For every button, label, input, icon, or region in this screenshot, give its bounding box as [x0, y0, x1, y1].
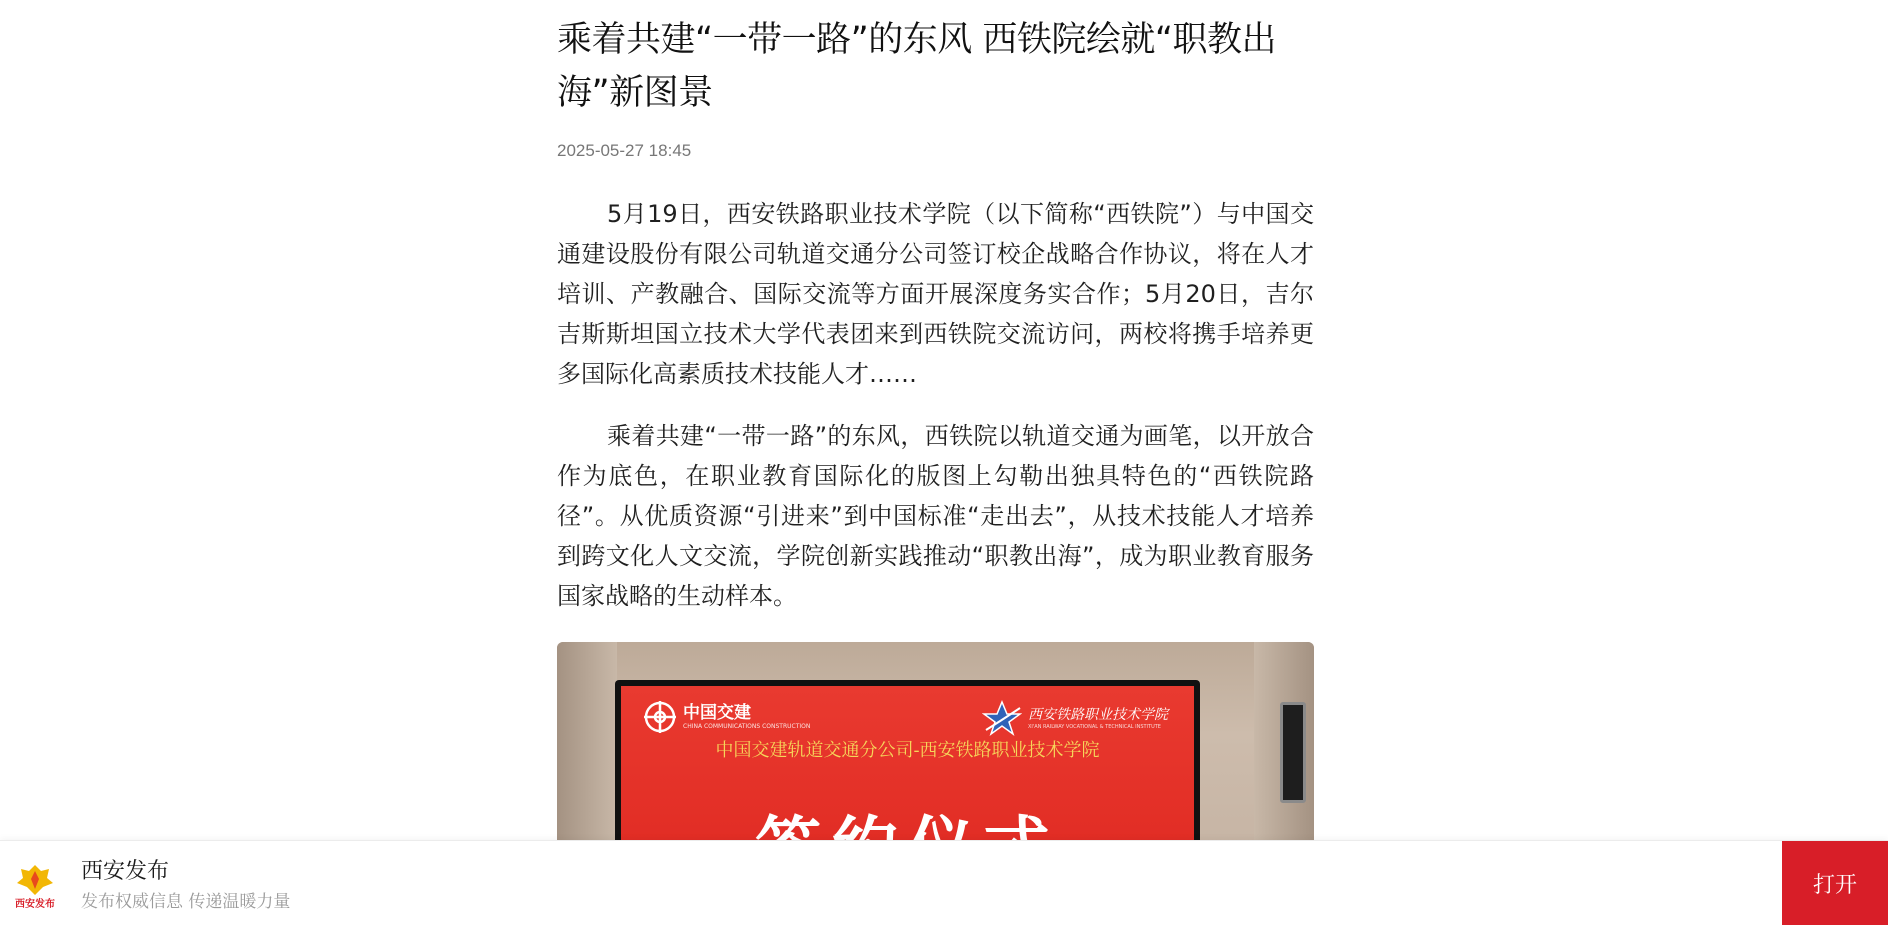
ccc-logo-sub: CHINA COMMUNICATIONS CONSTRUCTION: [683, 723, 811, 730]
app-slogan: 发布权威信息 传递温暖力量: [81, 892, 291, 912]
open-app-button[interactable]: 打开: [1782, 841, 1888, 925]
wall-device: [1280, 702, 1306, 803]
article-paragraph: 5月19日，西安铁路职业技术学院（以下简称“西铁院”）与中国交通建设股份有限公司轨道交通分公司签订校企战略合作协议，将在人才培训、产教融合、国际交流等方面开展深度务实合作；5月20日，吉尔吉斯斯坦国立技术大学代表团来到西铁院交流访问，两校将携手培养更多国际化高素质技术技能人才……: [557, 200, 1314, 388]
app-download-bar: [0, 840, 1888, 925]
xtv-logo: [982, 700, 1168, 736]
ccc-logo-name: 中国交建: [683, 703, 751, 723]
app-logo-text: 西安发布: [15, 899, 55, 910]
article: [557, 14, 1314, 872]
xian-fabu-logo-icon: [10, 861, 60, 911]
screen-subtitle: 中国交建轨道交通分公司-西安铁路职业技术学院: [715, 740, 1100, 761]
wall-panel: [557, 642, 617, 872]
star-emblem-icon: [982, 700, 1022, 736]
article-photo: [557, 642, 1314, 872]
article-date: 2025-05-27 18:45: [557, 141, 692, 160]
ccc-logo: [643, 700, 810, 734]
ccc-emblem-icon: [643, 700, 677, 734]
xtv-logo-name: 西安铁路职业技术学院: [1028, 706, 1168, 723]
xtv-logo-sub: XI'AN RAILWAY VOCATIONAL & TECHNICAL INSTITUTE: [1028, 723, 1161, 730]
article-title: 乘着共建“一带一路”的东风 西铁院绘就“职教出海”新图景: [557, 20, 1277, 113]
app-name: 西安发布: [81, 859, 170, 884]
article-paragraph: 乘着共建“一带一路”的东风，西铁院以轨道交通为画笔，以开放合作为底色，在职业教育国际化的版图上勾勒出独具特色的“西铁院路径”。从优质资源“引进来”到中国标准“走出去”，从技术技能人才培养到跨文化人文交流，学院创新实践推动“职教出海”，成为职业教育服务国家战略的生动样本。: [557, 422, 1314, 610]
